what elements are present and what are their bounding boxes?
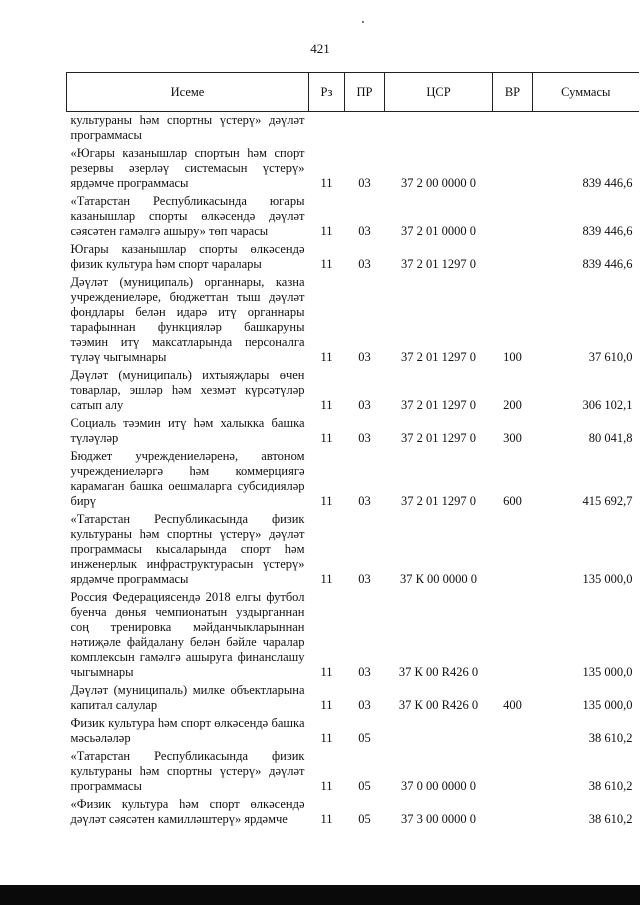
row-sum: 839 446,6: [582, 224, 633, 238]
row-csr: 37 К 00 R426 0: [398, 665, 479, 679]
row-pr: 03: [358, 398, 371, 412]
row-rz: 11: [320, 224, 333, 238]
row-name: «Татарстан Республикасында физик культураны һәм спортны үстерү» дәүләт программасы кысаларында спорт һәм инженерлык инфраструктурасын үстерү» ярдәмче программасы: [70, 512, 305, 586]
table-row: [67, 275, 639, 368]
table-header-row: [67, 73, 639, 112]
row-rz: [309, 112, 345, 147]
table-row: [67, 590, 639, 683]
row-pr: 05: [358, 731, 371, 745]
row-rz: 11: [320, 257, 333, 271]
row-sum: [533, 112, 639, 147]
row-pr: 03: [358, 572, 371, 586]
row-rz: 11: [320, 698, 333, 712]
row-vr: 100: [503, 350, 522, 364]
row-name: Россия Федерациясендә 2018 елгы футбол буенча дөнья чемпионатын уздырганнан соң тренировка мәйданчыкларыннан нәтиҗәле файдалану белән бәйле чаралар комплексын гамәлгә ашыруга финанслашу чыгымнары: [70, 590, 305, 679]
row-csr: 37 К 00 0000 0: [399, 572, 478, 586]
row-name: Социаль тәэмин итү һәм халыкка башка түләүләр: [70, 416, 305, 445]
row-pr: 03: [358, 665, 371, 679]
row-name: культураны һәм спортны үстерү» дәүләт программасы: [70, 113, 305, 142]
row-name: «Физик культура һәм спорт өлкәсендә дәүләт сәясәтен камилләштерү» ярдәмче: [70, 797, 305, 826]
row-csr: 37 2 01 1297 0: [401, 257, 476, 271]
row-rz: 11: [320, 431, 333, 445]
row-pr: 03: [358, 494, 371, 508]
row-name: Дәүләт (муниципаль) ихтыяҗлары өчен товарлар, эшләр һәм хезмәт күрсәтүләр сатып алу: [70, 368, 305, 412]
row-sum: 839 446,6: [582, 176, 633, 190]
table-row: [67, 797, 639, 830]
table-row: [67, 194, 639, 242]
table-row: [67, 146, 639, 194]
row-vr: 300: [503, 431, 522, 445]
row-vr: [493, 512, 533, 590]
row-sum: 80 041,8: [588, 431, 633, 445]
row-csr: 37 2 01 1297 0: [401, 494, 476, 508]
row-vr: [493, 242, 533, 275]
page-number: 421: [310, 41, 330, 56]
row-sum: 38 610,2: [588, 812, 633, 826]
table-row: [67, 449, 639, 512]
row-csr: 37 К 00 R426 0: [398, 698, 479, 712]
row-name: Югары казанышлар спорты өлкәсендә физик культура һәм спорт чаралары: [70, 242, 305, 271]
row-rz: 11: [320, 731, 333, 745]
row-pr: 03: [358, 176, 371, 190]
row-pr: 03: [358, 350, 371, 364]
row-sum: 38 610,2: [588, 731, 633, 745]
row-csr: 37 2 00 0000 0: [401, 176, 476, 190]
row-vr: [493, 716, 533, 749]
table-row: [67, 512, 639, 590]
row-name: Дәүләт (муниципаль) органнары, казна учреждениеләре, бюджеттан тыш дәүләт фондлары белән идарә итү органнары тарафыннан функцияләр башкаруны тәэмин итү максатларында персоналга түләү чыгымнары: [70, 275, 305, 364]
row-vr: [493, 797, 533, 830]
row-pr: 05: [358, 779, 371, 793]
row-vr: 200: [503, 398, 522, 412]
table-row: [67, 716, 639, 749]
row-csr: 37 2 01 0000 0: [401, 224, 476, 238]
row-vr: [493, 194, 533, 242]
row-vr: 600: [503, 494, 522, 508]
row-csr: 37 3 00 0000 0: [401, 812, 476, 826]
header-vr: ВР: [493, 73, 533, 112]
row-sum: 135 000,0: [582, 572, 633, 586]
scan-speck: [362, 21, 364, 23]
row-sum: 415 692,7: [582, 494, 633, 508]
row-name: Физик культура һәм спорт өлкәсендә башка мәсьәләләр: [70, 716, 305, 745]
row-pr: [345, 112, 385, 147]
row-rz: 11: [320, 665, 333, 679]
row-rz: 11: [320, 176, 333, 190]
row-name: «Югары казанышлар спортын һәм спорт резервы әзерләү системасын үстерү» ярдәмче программасы: [70, 146, 305, 190]
table-row: [67, 749, 639, 797]
table-row: [67, 368, 639, 416]
row-sum: 839 446,6: [582, 257, 633, 271]
row-vr: [493, 590, 533, 683]
table-row: [67, 416, 639, 449]
row-vr: 400: [503, 698, 522, 712]
row-csr: [385, 112, 493, 147]
header-rz: Рз: [309, 73, 345, 112]
row-name: «Татарстан Республикасында югары казанышлар спорты өлкәсендә дәүләт сәясәтен гамәлгә ашыру» төп чарасы: [70, 194, 305, 238]
row-vr: [493, 749, 533, 797]
budget-table: [66, 72, 639, 830]
table-row: [67, 683, 639, 716]
row-csr: 37 2 01 1297 0: [401, 350, 476, 364]
row-name: Бюджет учреждениеләренә, автоном учреждениеләргә һәм коммерциягә карамаган башка оешмаларга субсидияләр бирү: [70, 449, 305, 508]
row-rz: 11: [320, 779, 333, 793]
row-csr: 37 2 01 1297 0: [401, 398, 476, 412]
row-csr: 37 0 00 0000 0: [401, 779, 476, 793]
row-sum: 135 000,0: [582, 698, 633, 712]
table-row: [67, 242, 639, 275]
row-sum: 38 610,2: [588, 779, 633, 793]
row-sum: 37 610,0: [588, 350, 633, 364]
header-name: Исеме: [67, 73, 309, 112]
row-vr: [493, 112, 533, 147]
row-name: Дәүләт (муниципаль) милке объектларына капитал салулар: [70, 683, 305, 712]
row-rz: 11: [320, 812, 333, 826]
row-pr: 03: [358, 224, 371, 238]
row-vr: [493, 146, 533, 194]
row-pr: 05: [358, 812, 371, 826]
row-pr: 03: [358, 698, 371, 712]
row-csr: 37 2 01 1297 0: [401, 431, 476, 445]
header-sum: Суммасы: [533, 73, 639, 112]
row-rz: 11: [320, 350, 333, 364]
scan-bottom-edge: [0, 885, 640, 905]
row-rz: 11: [320, 572, 333, 586]
header-csr: ЦСР: [385, 73, 493, 112]
row-sum: 306 102,1: [582, 398, 633, 412]
row-rz: 11: [320, 494, 333, 508]
row-pr: 03: [358, 257, 371, 271]
table-row: [67, 112, 639, 147]
header-pr: ПР: [345, 73, 385, 112]
row-name: «Татарстан Республикасында физик культураны һәм спортны үстерү» дәүләт программасы: [70, 749, 305, 793]
row-pr: 03: [358, 431, 371, 445]
row-rz: 11: [320, 398, 333, 412]
row-csr: [385, 716, 493, 749]
row-sum: 135 000,0: [582, 665, 633, 679]
